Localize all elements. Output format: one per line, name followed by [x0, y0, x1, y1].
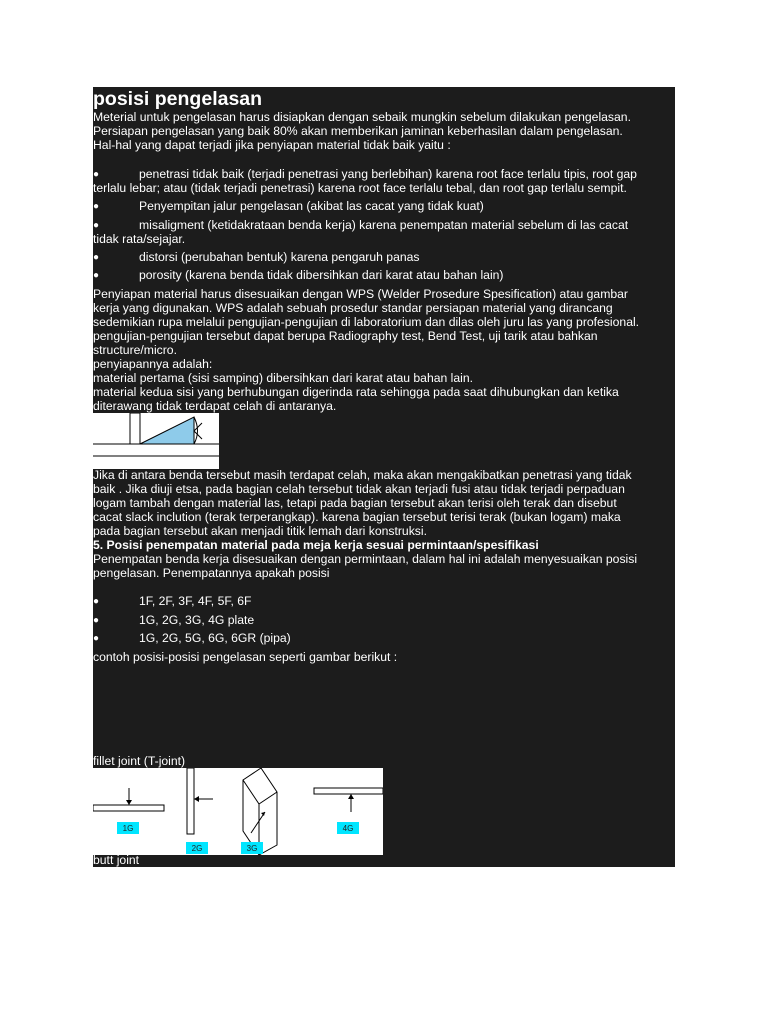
butt-joint-label: butt joint [93, 853, 140, 867]
bullet-icon: ● [93, 633, 100, 644]
bullet-icon: ● [93, 169, 100, 180]
fillet-joint-label: fillet joint (T-joint) [93, 754, 186, 768]
vertical-plate [130, 413, 140, 444]
problem-text: porosity (karena benda tidak dibersihkan dari karat atau bahan lain) [139, 268, 504, 282]
section-line-1: Penempatan benda kerja disesuaikan dengan permintaan, dalam hal ini adalah menyesuaikan posisi [93, 552, 638, 566]
section-line-2: pengelasan. Penempatannya apakah posisi [93, 566, 330, 580]
position-item [93, 614, 675, 628]
problem-text: misaligment (ketidakrataan benda kerja) karena penempatan material sebelum di las cacat [139, 218, 629, 232]
position-text: 1G, 2G, 5G, 6G, 6GR (pipa) [139, 631, 291, 645]
gap-line-5: pada bagian tersebut akan menjadi titik lemah dari konstruksi. [93, 524, 427, 538]
tag-label-1g: 1G [122, 824, 134, 833]
gap-line-4: cacat slack inclution (terak terperangkap). karena bagian tersebut terisi terak (bukan logam) maka [93, 510, 621, 524]
intro-line-2: Persiapan pengelasan yang baik 80% akan memberikan jaminan keberhasilan dalam pengelasan. [93, 124, 623, 138]
intro-line-3: Hal-hal yang dapat terjadi jika penyiapan material tidak baik yaitu : [93, 138, 451, 152]
bullet-icon: ● [93, 220, 100, 231]
tag-label-4g: 4G [342, 824, 354, 833]
position-item [93, 632, 675, 646]
t-joint-weld-diagram [93, 413, 219, 469]
position-item [93, 595, 675, 609]
fillet-positions-diagram [93, 768, 383, 855]
prep-line-2: material pertama (sisi samping) dibersihkan dari karat atau bahan lain. [93, 371, 474, 385]
wps-line-3: sedemikian rupa melalui pengujian-pengujian di laboratorium dan dilas oleh juru las yang profesional. [93, 315, 640, 329]
gap-line-3: logam tambah dengan material las, tetapi pada bagian tersebut akan terisi oleh terak dan disebut [93, 496, 617, 510]
wps-line-5: structure/micro. [93, 343, 177, 357]
document-page [93, 87, 675, 867]
example-line: contoh posisi-posisi pengelasan seperti gambar berikut : [93, 650, 398, 664]
prep-line-3: material kedua sisi yang berhubungan digerinda rata sehingga pada saat dihubungkan dan ketika [93, 385, 619, 399]
tag-label-3g: 3G [246, 844, 258, 853]
wps-line-2: kerja yang digunakan. WPS adalah sebuah prosedur standar persiapan material yang dirancang [93, 301, 613, 315]
problem-item [93, 251, 675, 265]
plate-1g [93, 805, 164, 811]
problem-item [93, 200, 675, 214]
gap-line-1: Jika di antara benda tersebut masih terdapat celah, maka akan mengakibatkan penetrasi yang tidak [93, 468, 632, 482]
bullet-icon: ● [93, 252, 100, 263]
plate-4g [314, 788, 383, 794]
problem-text-wrap: tidak rata/sejajar. [93, 231, 186, 246]
bullet-icon: ● [93, 596, 100, 607]
problem-item [93, 219, 675, 247]
problem-text: distorsi (perubahan bentuk) karena pengaruh panas [139, 250, 420, 264]
gap-line-2: baik . Jika diuji etsa, pada bagian celah tersebut tidak akan terjadi fusi atau tidak terjadi perpaduan [93, 482, 625, 496]
intro-line-1: Meterial untuk pengelasan harus disiapkan dengan sebaik mungkin sebelum dilakukan pengelasan. [93, 110, 631, 124]
problem-item [93, 168, 675, 196]
prep-line-1: penyiapannya adalah: [93, 357, 213, 371]
position-text: 1F, 2F, 3F, 4F, 5F, 6F [139, 594, 252, 608]
prep-line-4: diterawang tidak terdapat celah di antaranya. [93, 399, 337, 413]
plate-2g [187, 768, 194, 834]
bullet-icon: ● [93, 615, 100, 626]
problem-text: penetrasi tidak baik (terjadi penetrasi yang berlebihan) karena root face terlalu tipis, root gap [139, 167, 637, 181]
problem-text-wrap: terlalu lebar; atau (tidak terjadi penetrasi) karena root face terlalu tebal, dan root gap terlalu sempit. [93, 180, 627, 195]
bullet-icon: ● [93, 201, 100, 212]
page-title: posisi pengelasan [93, 88, 263, 110]
tag-label-2g: 2G [191, 844, 203, 853]
problem-text: Penyempitan jalur pengelasan (akibat las cacat yang tidak kuat) [139, 199, 484, 213]
wps-line-1: Penyiapan material harus disesuaikan dengan WPS (Welder Prosedure Spesification) atau gambar [93, 287, 628, 301]
position-text: 1G, 2G, 3G, 4G plate [139, 613, 255, 627]
wps-line-4: pengujian-pengujian tersebut dapat berupa Radiography test, Bend Test, uji tarik atau bahkan [93, 329, 598, 343]
bullet-icon: ● [93, 270, 100, 281]
section-heading: 5. Posisi penempatan material pada meja kerja sesuai permintaan/spesifikasi [93, 538, 539, 552]
problem-item [93, 269, 675, 283]
